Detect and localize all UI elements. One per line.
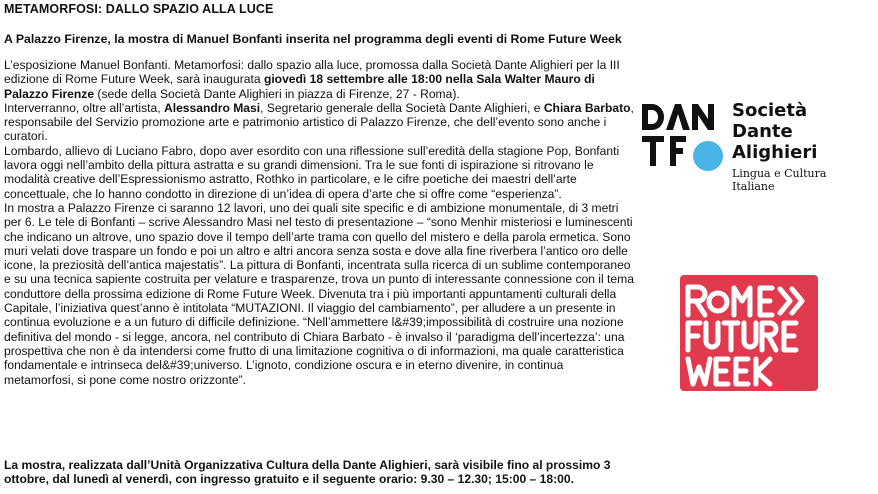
paragraph-speakers: Interverranno, oltre all’artista, Alessandro Masi, Segretario generale della Società Dante Alighieri, e Chiara Barbato, responsabile del Servizio promozione arte e patrimonio artistico di Palazzo Firenze, che dell’evento sono anche i curatori. [4,100,634,144]
article-subtitle: A Palazzo Firenze, la mostra di Manuel Bonfanti inserita nel programma degli eventi di Rome Future Week [4,32,622,46]
paragraph-artist: Lombardo, allievo di Luciano Fabro, dopo aver esordito con una riflessione sull’eredità della stagione Pop, Bonfanti lavora oggi nell’ambito della pittura astratta e su grandi dimensioni. Tra le sue fonti di ispirazione si ritrovano le modalità creative dell’Espressionismo astratto, Rothko in particolare, e le cifre poetiche dei maestri dell’arte concettuale, che lo hanno condotto in direzione di un’idea di opera d’arte che si offre come “esperienza”. [4,143,620,201]
article-footer [4,458,634,487]
event-date-venue: giovedì 18 settembre alle 18:00 nella Sala Walter Mauro di Palazzo Firenze [4,72,595,101]
rome-future-week-mark-icon [680,275,818,391]
article-title: METAMORFOSI: DALLO SPAZIO ALLA LUCE [4,2,274,16]
dante-alighieri-logo [640,100,870,193]
footer-text: La mostra, realizzata dall’Unità Organizzativa Cultura della Dante Alighieri, sarà visibile fino al prossimo 3 ottobre, dal lunedì al venerdì, con ingresso gratuito e il seguente orario: 9.30 – 12.30; 15:00 – 18:00. [4,458,611,487]
dante-logo-name-2: Dante Alighieri [732,121,818,163]
dante-mark-icon [640,100,730,180]
dante-logo-name-1: Società [732,100,808,121]
speaker-barbato: Chiara Barbato [543,100,631,115]
rome-future-week-logo [680,275,818,391]
paragraph-intro: L’esposizione Manuel Bonfanti. Metamorfosi: dallo spazio alla luce, promossa dalla Società Dante Alighieri per la III edizione di Rome Future Week, sarà inaugurata giovedì 18 settembre alle 18:00 nella Sala Walter Mauro di Palazzo Firenze (sede della Società Dante Alighieri in piazza di Firenze, 27 - Roma). [4,58,620,101]
dante-logo-tagline: Lingua e Cultura Italiane [732,167,827,193]
dante-logo-text [732,100,870,193]
paragraph-exhibition: In mostra a Palazzo Firenze ci saranno 12 lavori, uno dei quali site specific e di ambizione monumentale, di 3 metri per 6. Le tele di Bonfanti – scrive Alessandro Masi nel testo di presentazione – “sono Menhir misteriosi e luminescenti che indicano un altrove, uno spazio dove il tempo dell’arte trama con quello del mistero e della parola ermetica. Sono muri velati dove traspare un fondo e poi un altro e altri ancora senza sosta e dove alla fine riverbera l’antico oro delle icone, la preziosità dell’antica majestatis”. La pittura di Bonfanti, incentrata sulla ricerca di un sublime contemporaneo e su una tecnica sapiente costruita per velature e trasparenze, trova un punto di interessante connessione con il tema conduttore della prossima edizione di Rome Future Week. Divenuta tra i più importanti appuntamenti culturali della Capitale, l’iniziativa quest’anno è intitolata “MUTAZIONI. Il viaggio del cambiamento”, per alludere a un presente in continua evoluzione e a un futuro di difficile definizione. “Nell’ammettere l&#39;impossibilità di costruire una nozione definitiva del mondo - si legge, ancora, nel contributo di Chiara Barbato - è invalso il ‘paradigma dell’incertezza’: una prospettiva che non è da intendersi come frutto di una limitazione cognitiva o di informazioni, ma quale caratteristica fondamentale e intrinseca del&#39;universo. L’ignoto, condizione oscura e in eterno divenire, in continua metamorfosi, si pone come nostro orizzonte”. [4,200,634,387]
article-body [4,58,634,387]
speaker-masi: Alessandro Masi [163,100,261,115]
